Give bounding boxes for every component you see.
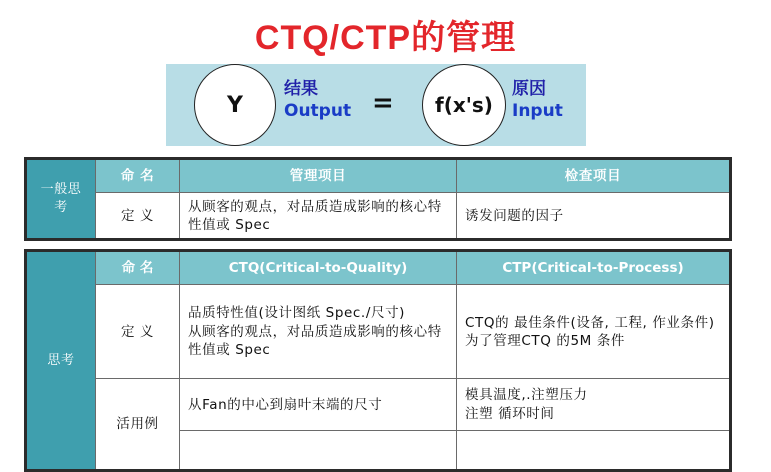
ctp-usage-line: 注塑 循环时间 [465,406,555,422]
input-label-en: Input [512,101,563,121]
check-definition: 诱发问题的因子 [457,193,731,240]
ctp-usage-empty-cell [457,431,731,471]
equals-sign: = [372,88,394,118]
output-label [284,78,351,122]
input-label-cn: 原因 [512,79,546,99]
output-symbol: Y [227,92,243,118]
header-name: 命 名 [96,251,180,285]
header-name: 命 名 [96,159,180,193]
row-label-definition: 定 义 [96,193,180,240]
row-label-usage-example: 活用例 [96,379,180,471]
ctq-usage-empty-cell [180,431,457,471]
ctp-definition: CTQ的 最佳条件(设备, 工程, 作业条件)为了管理CTQ 的5M 条件 [457,285,731,379]
management-definition: 从顾客的观点，对品质造成影响的核心特性值或 Spec [180,193,457,240]
formula-banner [166,64,586,146]
ctp-usage-line: 模具温度,.注塑压力 [465,387,588,403]
page-title: CTQ/CTP的管理 [254,19,517,57]
ctq-definition-line: 品质特性值(设计图纸 Spec./尺寸) [188,305,406,321]
input-circle [422,64,506,146]
header-check-item: 检查项目 [457,159,731,193]
ctq-definition [180,285,457,379]
general-thinking-table [24,157,732,241]
ctp-usage-example [457,379,731,431]
thinking-side-label: 思考 [26,251,96,471]
header-ctp: CTP(Critical-to-Process) [457,251,731,285]
row-label-definition: 定 义 [96,285,180,379]
ctq-usage-example: 从Fan的中心到扇叶末端的尺寸 [180,379,457,431]
output-label-cn: 结果 [284,79,318,99]
ctq-ctp-table [24,249,732,472]
header-management-item: 管理项目 [180,159,457,193]
header-ctq: CTQ(Critical-to-Quality) [180,251,457,285]
ctq-definition-line: 从顾客的观点，对品质造成影响的核心特性值或 Spec [188,324,442,358]
input-function: f(x's) [435,93,493,117]
output-circle [194,64,276,146]
input-label [512,78,563,122]
general-thinking-side-label: 一般思考 [26,159,96,240]
output-label-en: Output [284,101,352,121]
